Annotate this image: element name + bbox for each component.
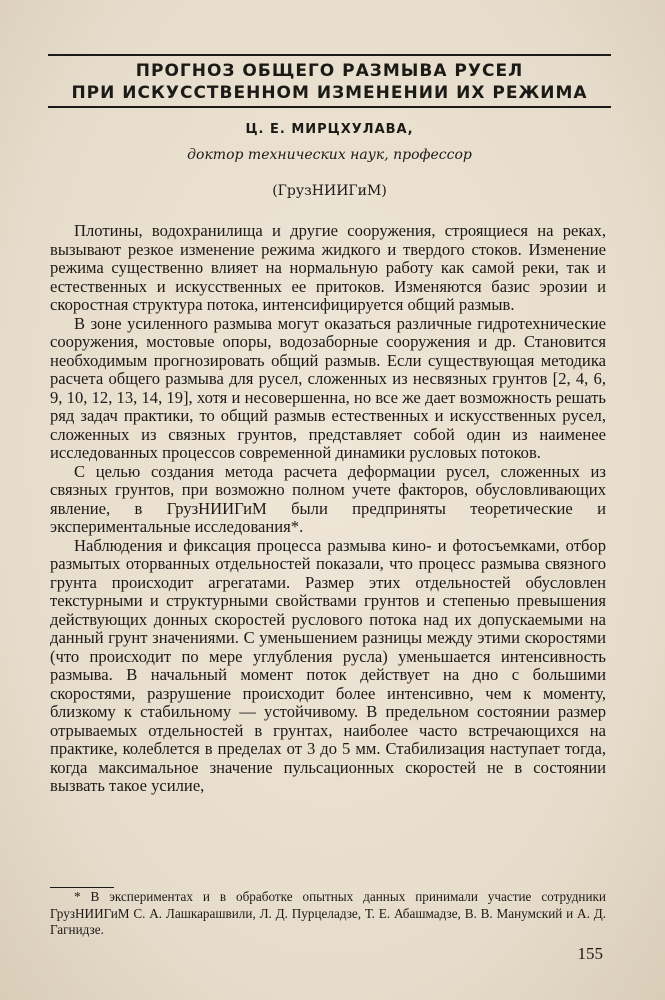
author-name: Ц. Е. МИРЦХУЛАВА, (245, 122, 414, 137)
paragraph-3: С целью создания метода расчета деформации русел, сложенных из связных грунтов, при возможно полном учете факторов, обусловливающих явление, в ГрузНИИГиМ были предприняты теоретические и экспериментальные исследования*. (50, 461, 606, 536)
article-body (50, 222, 606, 796)
title-line-1: ПРОГНОЗ ОБЩЕГО РАЗМЫВА РУСЕЛ (135, 61, 524, 81)
page-number: 155 (577, 944, 603, 963)
footnote-rule (50, 887, 114, 888)
institute-name: (ГрузНИИГиМ) (272, 183, 387, 199)
footnote (50, 889, 606, 939)
footnote-text: * В экспериментах и в обработке опытных данных принимали участие сотрудники ГрузНИИГиМ С. А. Лашкарашвили, Л. Д. Пурцеладзе, Т. Е. Абашмадзе, В. В. Манумский и А. Д. Гагнидзе. (50, 889, 606, 937)
author-credentials: доктор технических наук, профессор (187, 147, 472, 163)
title-line-2: ПРИ ИСКУССТВЕННОМ ИЗМЕНЕНИИ ИХ РЕЖИМА (71, 83, 588, 103)
bottom-rule (48, 106, 611, 108)
paragraph-4: Наблюдения и фиксация процесса размыва кино- и фотосъемками, отбор размытых оторванных отдельностей показали, что процесс размыва связного грунта происходит агрегатами. Размер этих отдельностей обусловлен текстурными и структурными свойствами грунтов и степенью превышения действующих донных скоростей руслового потока над их допускаемыми на данный грунт значениями. С уменьшением разницы между этими скоростями (что происходит по мере углубления русла) уменьшается интенсивность размыва. В начальный момент поток действует на дно с большими скоростями, разрушение происходит более интенсивно, чем к моменту, близкому к стабильному — устойчивому. В предельном состоянии размер отрываемых отдельностей в грунтах, наиболее часто встречающихся на практике, колеблется в пределах от 3 до 5 мм. Стабилизация наступает тогда, когда максимальное значение пульсационных скоростей не в состоянии вызвать такое усилие, (50, 535, 606, 795)
top-rule (48, 54, 611, 56)
paragraph-2: В зоне усиленного размыва могут оказаться различные гидротехнические сооружения, мостовые опоры, водозаборные сооружения и др. Становится необходимым прогнозировать общий размыв. Если существующая методика расчета общего размыва для русел, сложенных из несвязных грунтов [2, 4, 6, 9, 10, 12, 13, 14, 19], хотя и несовершенна, но все же дает возможность решать ряд задач практики, то общий размыв естественных и искусственных русел, сложенных из связных грунтов, представляет собой один из наименее исследованных процессов современной динамики русловых потоков. (50, 313, 606, 462)
paragraph-1: Плотины, водохранилища и другие сооружения, строящиеся на реках, вызывают резкое изменение режима жидкого и твердого стоков. Изменение режима существенно влияет на нормальную работу как самой реки, так и естественных и искусственных ее притоков. Изменяются базис эрозии и скоростная структура потока, интенсифицируется общий размыв. (50, 221, 606, 314)
article-title (48, 60, 611, 104)
